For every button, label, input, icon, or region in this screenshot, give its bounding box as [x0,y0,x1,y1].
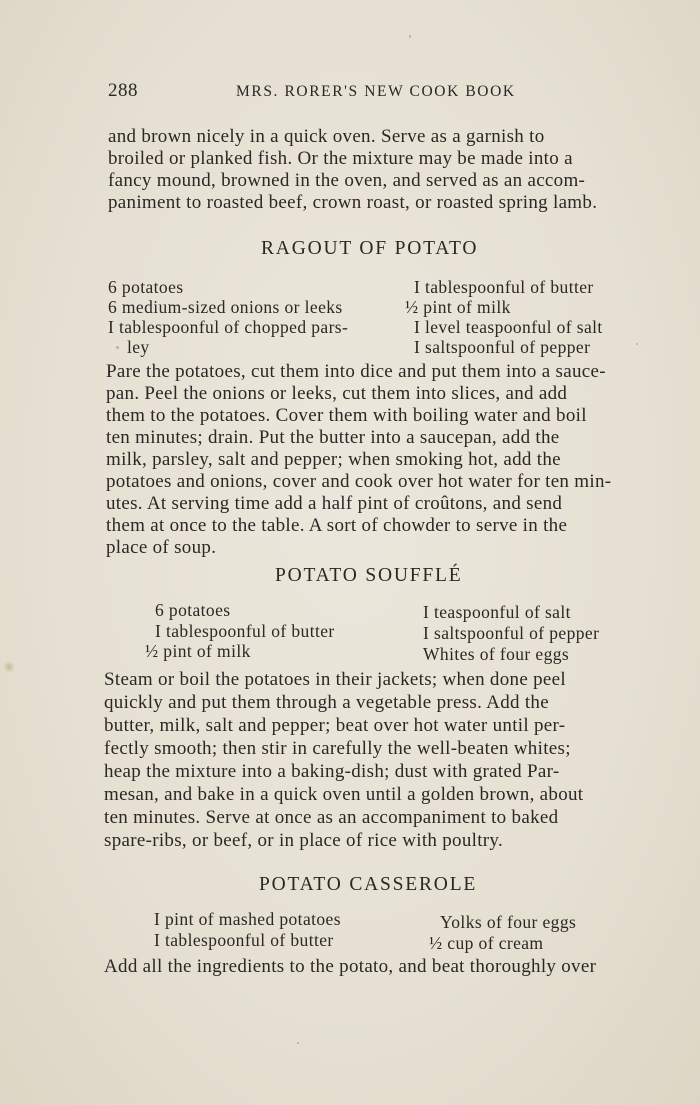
ingredient-left: I pint of mashed potatoes [154,909,341,929]
souffle-line: heap the mixture into a baking-dish; dust with grated Par- [104,761,560,782]
ragout-line: Pare the potatoes, cut them into dice and put them into a sauce- [106,361,606,382]
intro-line: broiled or planked fish. Or the mixture may be made into a [108,148,573,169]
margin-stain [4,660,14,674]
page-number: 288 [108,80,138,101]
ragout-line: utes. At serving time add a half pint of croûtons, and send [106,493,563,514]
intro-line: and brown nicely in a quick oven. Serve as a garnish to [108,126,545,147]
souffle-line: spare-ribs, or beef, or in place of rice with poultry. [104,830,504,851]
ingredient-right: I tablespoonful of butter [414,277,594,297]
ingredient-left: I tablespoonful of butter [155,621,335,641]
ingredient-left: 6 medium-sized onions or leeks [108,297,343,317]
souffle-line: butter, milk, salt and pepper; beat over hot water until per- [104,715,566,736]
ingredient-left: I tablespoonful of butter [154,930,334,950]
paper-speck [636,343,638,345]
ingredient-right: I teaspoonful of salt [423,602,571,622]
souffle-line: Steam or boil the potatoes in their jackets; when done peel [104,669,566,690]
ragout-line: milk, parsley, salt and pepper; when smoking hot, add the [106,449,561,470]
ingredient-left: 6 potatoes [108,277,184,297]
ingredient-right: I saltspoonful of pepper [414,337,591,357]
recipe-title-ragout: RAGOUT OF POTATO [261,238,479,259]
souffle-line: mesan, and bake in a quick oven until a golden brown, about [104,784,584,805]
page-header [108,80,548,104]
intro-line: fancy mound, browned in the oven, and served as an accom- [108,170,586,191]
ragout-line: them at once to the table. A sort of chowder to serve in the [106,515,568,536]
running-head: MRS. RORER'S NEW COOK BOOK [236,83,516,100]
ingredient-right: Whites of four eggs [423,644,570,664]
ragout-line: ten minutes; drain. Put the butter into a saucepan, add the [106,427,560,448]
ingredient-right: ½ pint of milk [405,297,511,317]
recipe-title-souffle: POTATO SOUFFLÉ [275,565,463,586]
ingredient-right: Yolks of four eggs [440,912,577,932]
ingredient-left: 6 potatoes [155,600,231,620]
ragout-line: pan. Peel the onions or leeks, cut them into slices, and add [106,383,568,404]
souffle-line: quickly and put them through a vegetable press. Add the [104,692,549,713]
souffle-line: ten minutes. Serve at once as an accompaniment to baked [104,807,559,828]
ragout-line: place of soup. [106,537,217,558]
ingredient-right: I saltspoonful of pepper [423,623,600,643]
ingredient-left: I tablespoonful of chopped pars- [108,317,349,337]
ingredient-right: I level teaspoonful of salt [414,317,603,337]
souffle-line: fectly smooth; then stir in carefully the well-beaten whites; [104,738,571,759]
casserole-line: Add all the ingredients to the potato, and beat thoroughly over [104,956,597,977]
intro-line: paniment to roasted beef, crown roast, or roasted spring lamb. [108,192,598,213]
recipe-title-casserole: POTATO CASSEROLE [259,874,478,895]
ingredient-right: ½ cup of cream [429,933,544,953]
paper-speck [116,346,119,349]
paper-speck [297,1042,299,1044]
ingredient-left: ley [127,337,150,357]
ragout-line: them to the potatoes. Cover them with boiling water and boil [106,405,587,426]
paper-speck [409,35,411,38]
ragout-line: potatoes and onions, cover and cook over hot water for ten min- [106,471,612,492]
ingredient-left: ½ pint of milk [145,641,251,661]
